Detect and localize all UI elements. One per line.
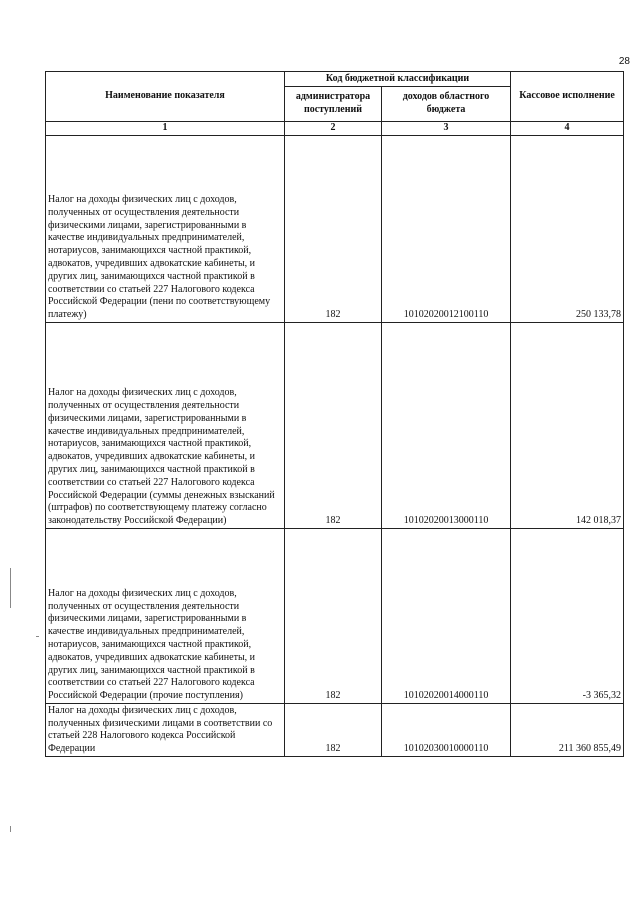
table-row bbox=[46, 323, 624, 529]
income-code: 10102020014000110 bbox=[382, 529, 511, 704]
header-cash-execution: Кассовое исполнение bbox=[511, 72, 624, 122]
column-number: 4 bbox=[511, 122, 624, 136]
administrator-code: 182 bbox=[285, 136, 382, 323]
cash-execution-value: -3 365,32 bbox=[511, 529, 624, 704]
scan-mark bbox=[36, 636, 39, 637]
column-number: 3 bbox=[382, 122, 511, 136]
table-row bbox=[46, 704, 624, 757]
indicator-name: Налог на доходы физических лиц с доходов, полученных физическими лицами в соответствии со статьей 228 Налогового кодекса Российской Федерации bbox=[46, 704, 285, 757]
header-budget-code-group: Код бюджетной классификации bbox=[285, 72, 511, 87]
column-number: 2 bbox=[285, 122, 382, 136]
header-indicator-name: Наименование показателя bbox=[46, 72, 285, 122]
indicator-name: Налог на доходы физических лиц с доходов, полученных от осуществления деятельности физическими лицами, зарегистрированными в качестве индивидуальных предпринимателей, нотариусов, занимающихся частной практикой, адвокатов, учредивших адвокатские кабинеты, и других лиц, занимающихся частной практикой в соответствии со статьей 227 Налогового кодекса Российской Федерации (суммы денежных взысканий (штрафов) по соответствующему платежу согласно законодательству Российской Федерации) bbox=[46, 323, 285, 529]
cash-execution-value: 142 018,37 bbox=[511, 323, 624, 529]
income-code: 10102030010000110 bbox=[382, 704, 511, 757]
header-administrator: администратора поступлений bbox=[285, 87, 382, 122]
administrator-code: 182 bbox=[285, 323, 382, 529]
table-row bbox=[46, 136, 624, 323]
page-number: 28 bbox=[618, 56, 630, 67]
table-row bbox=[46, 529, 624, 704]
indicator-name: Налог на доходы физических лиц с доходов, полученных от осуществления деятельности физическими лицами, зарегистрированными в качестве индивидуальных предпринимателей, нотариусов, занимающихся частной практикой, адвокатов, учредивших адвокатские кабинеты, и других лиц, занимающихся частной практикой в соответствии со статьей 227 Налогового кодекса Российской Федерации (пени по соответствующему платежу) bbox=[46, 136, 285, 323]
scan-mark bbox=[10, 826, 11, 832]
income-code: 10102020012100110 bbox=[382, 136, 511, 323]
column-number: 1 bbox=[46, 122, 285, 136]
cash-execution-value: 211 360 855,49 bbox=[511, 704, 624, 757]
budget-table bbox=[45, 71, 624, 757]
header-income-code: доходов областного бюджета bbox=[382, 87, 511, 122]
income-code: 10102020013000110 bbox=[382, 323, 511, 529]
administrator-code: 182 bbox=[285, 529, 382, 704]
administrator-code: 182 bbox=[285, 704, 382, 757]
cash-execution-value: 250 133,78 bbox=[511, 136, 624, 323]
scan-mark bbox=[10, 568, 11, 608]
indicator-name: Налог на доходы физических лиц с доходов, полученных от осуществления деятельности физическими лицами, зарегистрированными в качестве индивидуальных предпринимателей, нотариусов, занимающихся частной практикой, адвокатов, учредивших адвокатские кабинеты, и других лиц, занимающихся частной практикой в соответствии со статьей 227 Налогового кодекса Российской Федерации (прочие поступления) bbox=[46, 529, 285, 704]
